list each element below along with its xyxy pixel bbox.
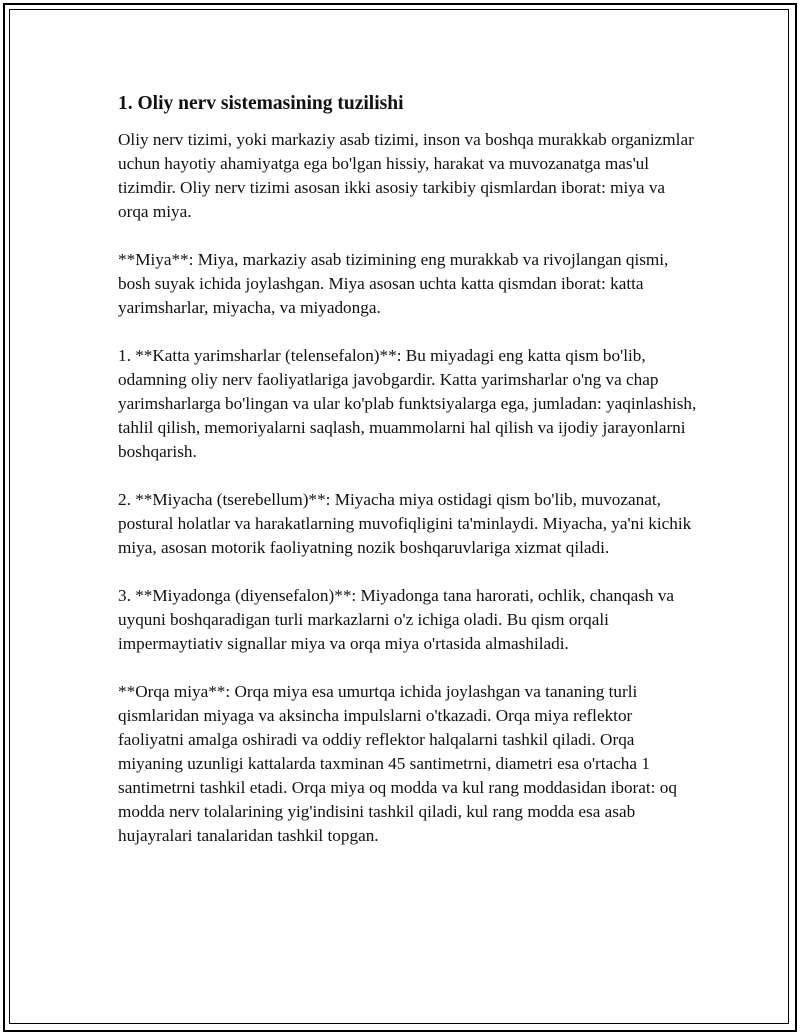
paragraph-miya: **Miya**: Miya, markaziy asab tizimining eng murakkab va rivojlangan qismi, bosh suyak ichida joylashgan. Miya asosan uchta katta qismdan iborat: katta yarimsharlar, miyacha, va miyadonga. <box>118 250 669 317</box>
paragraph-miyadonga: 3. **Miyadonga (diyensefalon)**: Miyadonga tana harorati, ochlik, chanqash va uyquni boshqaradigan turli markazlarni o'z ichiga oladi. Bu qism orqali impermaytiativ signallar miya va orqa miya o'rtasida almashiladi. <box>118 586 675 653</box>
paragraph-miyacha: 2. **Miyacha (tserebellum)**: Miyacha miya ostidagi qism bo'lib, muvozanat, postural holatlar va harakatlarning muvofiqligini ta'minlaydi. Miyacha, ya'ni kichik miya, asosan motorik faoliyatning nozik boshqaruvlariga xizmat qiladi. <box>118 490 692 557</box>
paragraph-katta-yarimsharlar: 1. **Katta yarimsharlar (telensefalon)**: Bu miyadagi eng katta qism bo'lib, odamning oliy nerv faoliyatlariga javobgardir. Katta yarimsharlar o'ng va chap yarimsharlarga bo'lingan va ular ko'plab funktsiyalarga ega, jumladan: yaqinlashish, tahlil qilish, memoriyalarni saqlash, muammolarni hal qilish va ijodiy jarayonlarni boshqarish. <box>118 346 697 461</box>
document-title: 1. Oliy nerv sistemasining tuzilishi <box>118 93 404 114</box>
document-body <box>118 90 698 872</box>
paragraph-orqa-miya: **Orqa miya**: Orqa miya esa umurtqa ichida joylashgan va tananing turli qismlaridan miyaga va aksincha impulslarni o'tkazadi. Orqa miya reflektor faoliyatni amalga oshiradi va oddiy reflektor halqalarni tashkil qiladi. Orqa miyaning uzunligi kattalarda taxminan 45 santimetrni, diametri esa o'rtacha 1 santimetrni tashkil etadi. Orqa miya oq modda va kul rang moddasidan iborat: oq modda nerv tolalarining yig'indisini tashkil qiladi, kul rang modda esa asab hujayralari tanalaridan tashkil topgan. <box>118 682 677 845</box>
paragraph-intro: Oliy nerv tizimi, yoki markaziy asab tizimi, inson va boshqa murakkab organizmlar uchun hayotiy ahamiyatga ega bo'lgan hissiy, harakat va muvozanatga mas'ul tizimdir. Oliy nerv tizimi asosan ikki asosiy tarkibiy qismlardan iborat: miya va orqa miya. <box>118 130 694 221</box>
